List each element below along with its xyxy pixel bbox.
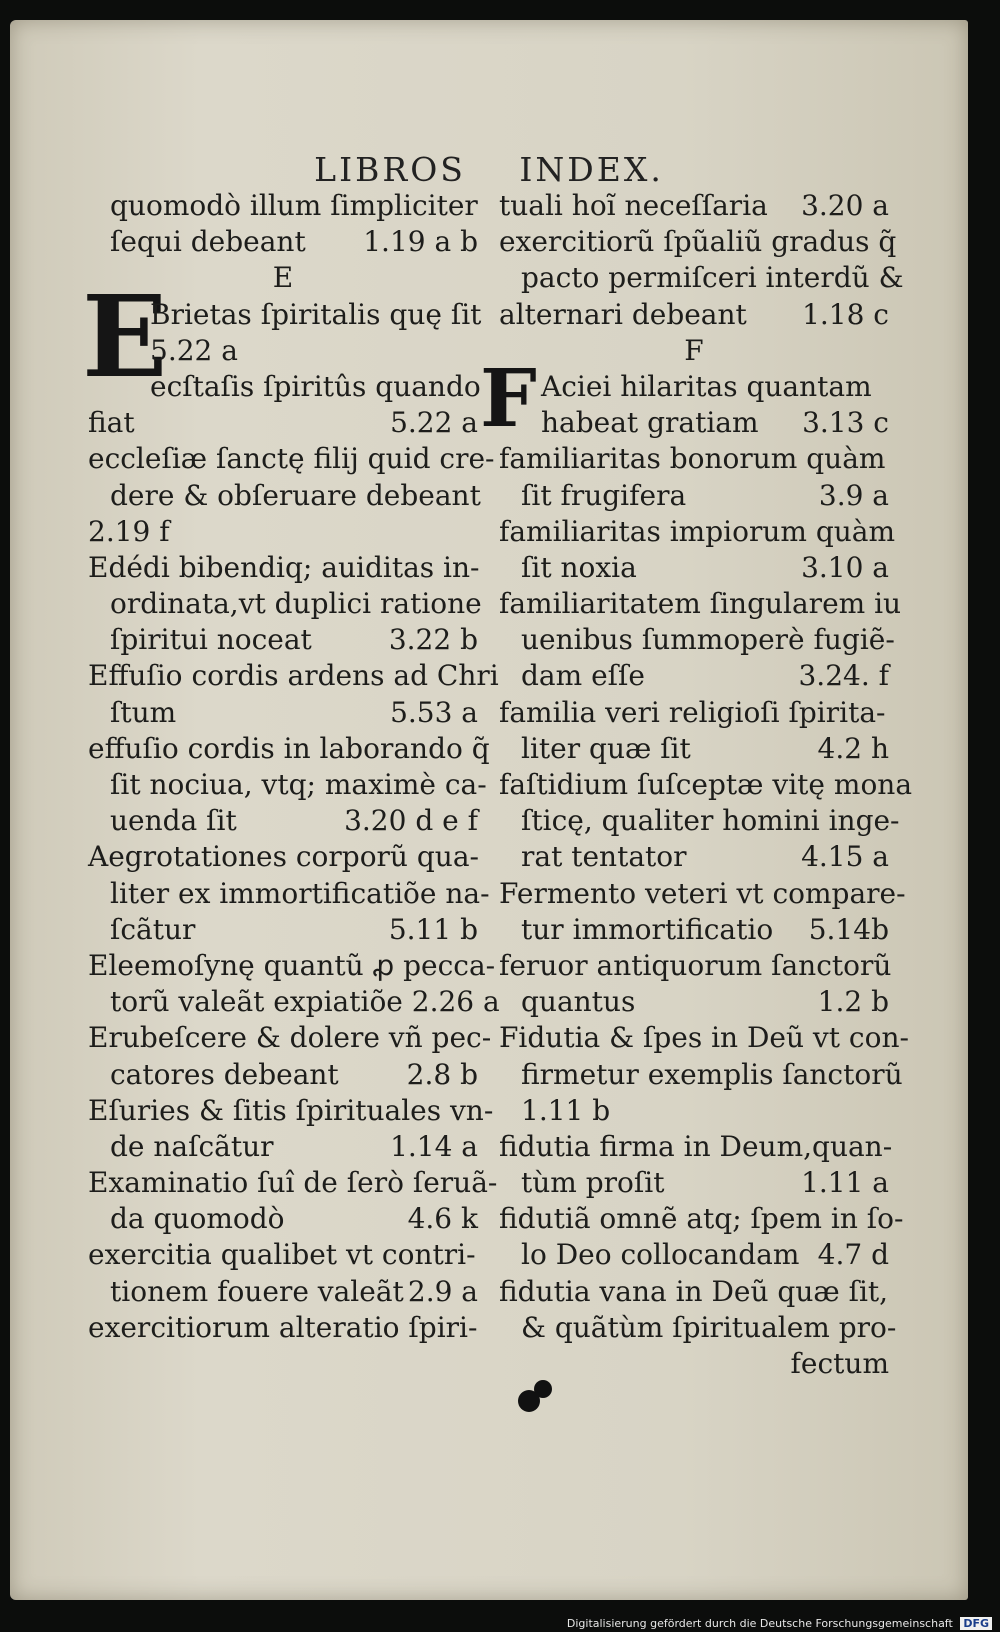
entry-text: Examinatio ſuî de ſerò ſeruã- xyxy=(88,1166,498,1200)
entry-text: uenda ſit xyxy=(110,804,237,838)
entry-reference: 5.14b xyxy=(808,912,889,946)
index-entry-line xyxy=(88,1165,498,1201)
ink-blot xyxy=(534,1380,552,1398)
index-entry-line xyxy=(499,297,889,333)
entry-reference: 4.2 h xyxy=(817,731,889,765)
entry-reference: 4.6 k xyxy=(407,1202,478,1236)
index-entry-line xyxy=(499,839,889,875)
index-entry-line xyxy=(499,876,906,912)
entry-text: fectum xyxy=(790,1347,889,1380)
entry-text: ſit nociua, vtq; maximè ca- xyxy=(110,768,487,801)
entry-text: tur immortificatio xyxy=(521,912,774,946)
entry-text: da quomodò xyxy=(110,1202,285,1236)
index-entry-line xyxy=(499,333,889,369)
index-entry-line xyxy=(499,260,904,296)
index-entry-line xyxy=(499,803,900,839)
entry-reference: 3.24. f xyxy=(798,659,889,693)
running-header xyxy=(10,150,968,189)
entry-reference: 4.15 a xyxy=(801,840,889,874)
index-entry-line xyxy=(88,297,482,333)
entry-text: quomodò illum ſimpliciter xyxy=(110,189,478,222)
index-entry-line xyxy=(88,188,478,224)
index-entry-line xyxy=(499,514,896,550)
entry-text: exercitiorum alteratio ſpiri- xyxy=(88,1310,478,1344)
index-entry-line xyxy=(88,695,478,731)
entry-text: ordinata,vt duplici ratione xyxy=(110,587,482,621)
index-entry-line xyxy=(499,586,902,622)
entry-reference: 5.22 a xyxy=(390,406,478,440)
entry-text: uenibus ſummoperè fugiẽ- xyxy=(521,623,895,657)
entry-reference: 5.53 a xyxy=(390,695,478,729)
index-entry-line xyxy=(499,188,889,224)
entry-text: habeat gratiam xyxy=(541,406,759,440)
entry-reference: 3.22 b xyxy=(388,623,478,657)
entry-text: fidutia vana in Deũ quæ ſit, xyxy=(499,1274,889,1308)
entry-text: dam eſſe xyxy=(521,659,645,693)
index-entry-line xyxy=(88,514,478,550)
entry-reference: 1.19 a b xyxy=(363,225,478,259)
entry-text: tuali hoĩ neceſſaria xyxy=(499,189,768,222)
entry-text: ſit noxia xyxy=(521,550,637,584)
entry-text: 5.22 a xyxy=(150,333,238,367)
index-entry-line xyxy=(88,478,481,514)
entry-text: liter ex immortificatiõe na- xyxy=(110,876,490,910)
entry-text: faſtidium ſuſceptæ vitę mona xyxy=(499,768,913,801)
entry-text: fidutia firma in Deum,quan- xyxy=(499,1129,893,1163)
entry-reference: 1.14 a xyxy=(390,1129,478,1163)
index-entry-line xyxy=(88,1129,478,1165)
entry-text: familiaritatem ſingularem iu xyxy=(499,587,902,621)
entry-text: exercitia qualibet vt contri- xyxy=(88,1238,476,1272)
entry-reference: 3.20 a xyxy=(801,189,889,222)
entry-text: liter quæ ſit xyxy=(521,731,691,765)
entry-text: catores debeant xyxy=(110,1057,339,1091)
entry-text: tùm proſit xyxy=(521,1166,665,1200)
index-entry-line xyxy=(88,369,481,405)
entry-text: pacto permiſceri interdũ & xyxy=(521,261,904,295)
index-entry-line xyxy=(88,1237,478,1273)
digitization-credit xyxy=(567,1617,992,1630)
index-entry-line xyxy=(88,550,478,586)
entry-reference: 2.9 a xyxy=(407,1274,478,1308)
index-entry-line xyxy=(88,260,478,296)
entry-text: F xyxy=(684,333,704,367)
entry-text: ſticę, qualiter homini inge- xyxy=(521,804,900,838)
index-entry-line xyxy=(499,1310,897,1346)
entry-text: ſequi debeant xyxy=(110,225,306,259)
index-entry-line xyxy=(88,622,478,658)
entry-text: lo Deo collocandam xyxy=(521,1238,800,1272)
index-entry-line xyxy=(499,550,889,586)
index-entry-line xyxy=(88,876,490,912)
entry-reference: 4.7 d xyxy=(817,1238,889,1272)
entry-text: Aciei hilaritas quantam xyxy=(541,369,872,403)
index-entry-line xyxy=(88,1310,478,1346)
entry-text: alternari debeant xyxy=(499,297,747,331)
index-entry-line xyxy=(499,369,889,405)
dropcap-f: F xyxy=(480,351,537,445)
entry-text: quantus xyxy=(521,985,636,1019)
index-entry-line xyxy=(88,333,478,369)
entry-text: ſit frugifera xyxy=(521,478,687,512)
entry-text: ſtum xyxy=(110,695,177,729)
index-entry-line xyxy=(499,912,889,948)
entry-reference: 1.11 a xyxy=(801,1166,889,1200)
entry-text: 1.11 b xyxy=(521,1093,611,1127)
index-entry-line xyxy=(499,441,889,477)
entry-text: ecſtaſis ſpiritûs quando xyxy=(150,369,481,403)
index-entry-line xyxy=(499,1201,904,1237)
index-left-column xyxy=(88,188,500,1346)
index-entry-line xyxy=(88,1201,478,1237)
dropcap-e: E xyxy=(82,272,168,403)
entry-text: Aegrotationes corporũ qua- xyxy=(88,840,479,874)
entry-text: familiaritas bonorum quàm xyxy=(499,442,886,476)
entry-text: Effuſio cordis ardens ad Chri xyxy=(88,659,499,693)
entry-text: Fermento veteri vt compare- xyxy=(499,876,906,910)
index-entry-line xyxy=(499,695,889,731)
entry-reference: 1.18 c xyxy=(802,297,889,331)
index-entry-line xyxy=(88,948,496,984)
entry-text: Fidutia & ſpes in Deũ vt con- xyxy=(499,1021,909,1055)
index-entry-line xyxy=(499,658,889,694)
entry-text: feruor antiquorum ſanctorũ xyxy=(499,948,892,982)
index-entry-line xyxy=(88,767,487,803)
index-entry-line xyxy=(499,1237,889,1273)
index-entry-line xyxy=(88,1274,478,1310)
entry-text: dere & obſeruare debeant xyxy=(110,478,481,512)
index-entry-line xyxy=(88,441,495,477)
credit-text: Digitalisierung gefördert durch die Deutsche Forschungsgemeinschaft xyxy=(566,1617,953,1630)
index-right-column xyxy=(499,188,913,1382)
entry-text: Erubeſcere & dolere vñ pec- xyxy=(88,1021,492,1055)
index-entry-line xyxy=(499,731,889,767)
index-entry-line xyxy=(499,1274,889,1310)
entry-reference: 5.11 b xyxy=(388,912,478,946)
index-entry-line xyxy=(88,839,478,875)
index-entry-line xyxy=(499,224,897,260)
entry-text: & quãtùm ſpiritualem pro- xyxy=(521,1310,897,1344)
index-entry-line xyxy=(88,731,490,767)
header-left: LIBROS xyxy=(314,150,466,189)
index-entry-line xyxy=(88,912,478,948)
entry-reference: 3.20 d e f xyxy=(344,804,478,838)
index-entry-line xyxy=(499,767,913,803)
index-entry-line xyxy=(499,1093,889,1129)
index-entry-line xyxy=(88,658,499,694)
entry-text: ſcãtur xyxy=(110,912,196,946)
entry-text: Eleemoſynę quantũ ꝓ pecca- xyxy=(88,948,496,982)
index-entry-line xyxy=(499,984,889,1020)
index-entry-line xyxy=(88,224,478,260)
index-entry-line xyxy=(88,1020,492,1056)
entry-text: torũ valeãt expiatiõe 2.26 a xyxy=(110,985,500,1019)
entry-text: Edédi bibendiq; auiditas in- xyxy=(88,550,480,584)
index-entry-line xyxy=(499,948,892,984)
index-entry-line xyxy=(499,1165,889,1201)
index-entry-line xyxy=(499,622,895,658)
entry-text: Eſuries & ſitis ſpirituales vn- xyxy=(88,1093,494,1127)
index-entry-line xyxy=(499,1057,903,1093)
entry-text: familiaritas impiorum quàm xyxy=(499,514,896,548)
entry-text: 2.19 f xyxy=(88,514,170,548)
index-entry-line xyxy=(499,1346,889,1382)
header-right: INDEX. xyxy=(519,150,664,189)
index-entry-line xyxy=(88,1093,494,1129)
entry-text: fiat xyxy=(88,406,135,440)
index-entry-line xyxy=(499,1129,893,1165)
entry-text: tionem fouere valeãt xyxy=(110,1274,404,1308)
entry-text: familia veri religioſi ſpirita- xyxy=(499,695,886,729)
entry-text: Brietas ſpiritalis quę ſit xyxy=(150,297,482,331)
entry-text: de naſcãtur xyxy=(110,1129,274,1163)
entry-text: E xyxy=(272,261,294,295)
book-page xyxy=(10,20,968,1600)
entry-reference: 3.10 a xyxy=(801,550,889,584)
index-entry-line xyxy=(88,1057,478,1093)
index-entry-line xyxy=(499,405,889,441)
index-entry-line xyxy=(499,478,889,514)
entry-text: rat tentator xyxy=(521,840,687,874)
entry-reference: 2.8 b xyxy=(406,1057,478,1091)
index-entry-line xyxy=(88,803,478,839)
entry-text: effuſio cordis in laborando q̃ xyxy=(88,731,490,765)
entry-text: firmetur exemplis ſanctorũ xyxy=(521,1057,903,1091)
index-entry-line xyxy=(499,1020,909,1056)
entry-text: exercitiorũ ſpũaliũ gradus q̃ xyxy=(499,225,897,259)
entry-text: eccleſiæ ſanctę filij quid cre- xyxy=(88,442,495,476)
entry-text: fidutiã omnẽ atq; ſpem in ſo- xyxy=(499,1202,904,1236)
entry-reference: 1.2 b xyxy=(817,985,889,1019)
entry-text: ſpiritui noceat xyxy=(110,623,312,657)
entry-reference: 3.13 c xyxy=(802,406,889,440)
entry-reference: 3.9 a xyxy=(818,478,889,512)
index-entry-line xyxy=(88,586,482,622)
dfg-logo: DFG xyxy=(960,1617,992,1630)
index-entry-line xyxy=(88,984,500,1020)
index-entry-line xyxy=(88,405,478,441)
